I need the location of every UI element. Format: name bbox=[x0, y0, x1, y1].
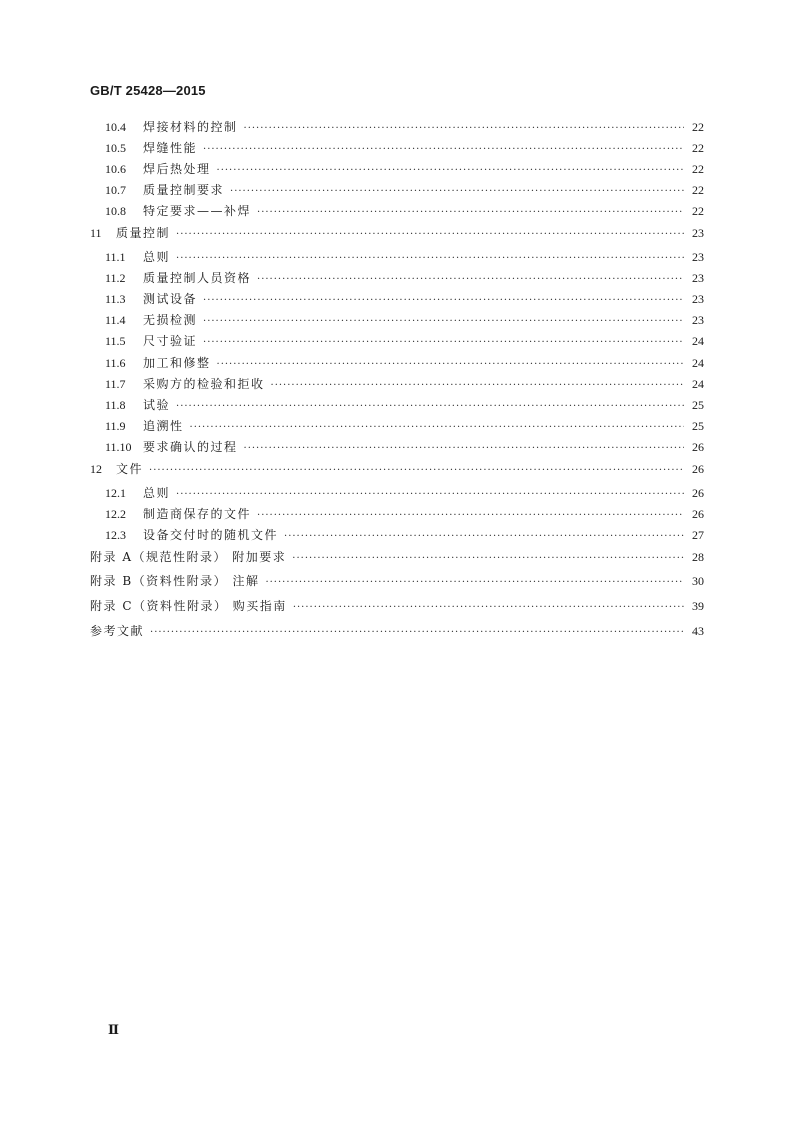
toc-entry-title: 焊接材料的控制 bbox=[143, 120, 238, 134]
toc-entry-number: 10.8 bbox=[105, 204, 126, 219]
toc-dot-leader bbox=[265, 577, 684, 588]
toc-entry[interactable] bbox=[90, 596, 704, 621]
toc-entry-page: 30 bbox=[692, 574, 704, 589]
toc-entry-number: 10.6 bbox=[105, 162, 126, 177]
toc-dot-leader bbox=[244, 443, 684, 454]
toc-entry-number: 11.2 bbox=[105, 271, 126, 286]
toc-entry[interactable] bbox=[90, 181, 704, 202]
toc-entry-title: 总则 bbox=[143, 485, 171, 500]
toc-entry[interactable] bbox=[90, 202, 704, 223]
toc-entry-page: 26 bbox=[692, 506, 704, 521]
toc-entry[interactable] bbox=[90, 571, 704, 596]
toc-entry-number: 10.7 bbox=[105, 183, 126, 198]
toc-entry-title: 质量控制 bbox=[116, 226, 171, 241]
toc-entry[interactable] bbox=[90, 547, 704, 572]
toc-dot-leader bbox=[257, 274, 684, 285]
toc-dot-leader bbox=[176, 489, 684, 500]
toc-entry-title: 测试设备 bbox=[143, 292, 198, 307]
toc-entry-number: 11.10 bbox=[105, 439, 132, 454]
toc-dot-leader bbox=[203, 316, 684, 327]
toc-entry-page: 23 bbox=[692, 292, 704, 307]
toc-entry-number: 11.9 bbox=[105, 418, 126, 433]
toc-dot-leader bbox=[284, 531, 684, 542]
toc-entry-number: 11.6 bbox=[105, 355, 126, 370]
toc-entry-page: 22 bbox=[692, 141, 704, 156]
toc-entry[interactable] bbox=[90, 332, 704, 353]
toc-entry[interactable] bbox=[90, 248, 704, 269]
toc-entry[interactable] bbox=[90, 417, 704, 438]
toc-entry-number: 11.3 bbox=[105, 292, 126, 307]
toc-entry[interactable] bbox=[90, 505, 704, 526]
toc-entry[interactable] bbox=[90, 459, 704, 484]
toc-entry[interactable] bbox=[90, 223, 704, 248]
toc-entry-title: 采购方的检验和拒收 bbox=[143, 376, 265, 391]
toc-dot-leader bbox=[293, 602, 684, 613]
toc-dot-leader bbox=[217, 165, 684, 176]
toc-entry[interactable] bbox=[90, 621, 704, 646]
toc-dot-leader bbox=[244, 123, 684, 134]
toc-entry-page: 26 bbox=[692, 485, 704, 500]
toc-entry-page: 25 bbox=[692, 397, 704, 412]
toc-entry-title: 附录 A（规范性附录） 附加要求 bbox=[90, 549, 287, 564]
toc-dot-leader bbox=[149, 465, 684, 476]
toc-entry-title: 要求确认的过程 bbox=[143, 439, 238, 454]
toc-entry[interactable] bbox=[90, 438, 704, 459]
toc-entry-number: 12.2 bbox=[105, 506, 126, 521]
toc-entry-title: 焊缝性能 bbox=[143, 141, 198, 156]
toc-entry-number: 11 bbox=[90, 226, 102, 241]
toc-entry-number: 11.4 bbox=[105, 313, 126, 328]
toc-entry[interactable] bbox=[90, 160, 704, 181]
toc-entry[interactable] bbox=[90, 354, 704, 375]
toc-entry-page: 24 bbox=[692, 355, 704, 370]
toc-entry-title: 无损检测 bbox=[143, 313, 198, 328]
toc-entry-number: 10.4 bbox=[105, 120, 126, 134]
toc-entry[interactable] bbox=[90, 269, 704, 290]
toc-entry-title: 附录 B（资料性附录） 注解 bbox=[90, 574, 260, 589]
toc-dot-leader bbox=[203, 337, 684, 348]
toc-entry-page: 22 bbox=[692, 120, 704, 134]
toc-entry-title: 追溯性 bbox=[143, 418, 184, 433]
toc-entry-page: 28 bbox=[692, 549, 704, 564]
toc-entry-page: 43 bbox=[692, 623, 704, 638]
toc-entry-title: 总则 bbox=[143, 250, 171, 265]
toc-dot-leader bbox=[176, 401, 684, 412]
toc-entry-title: 参考文献 bbox=[90, 623, 145, 638]
toc-entry-title: 试验 bbox=[143, 397, 171, 412]
toc-entry-page: 22 bbox=[692, 183, 704, 198]
toc-entry-title: 质量控制人员资格 bbox=[143, 271, 252, 286]
toc-entry-page: 26 bbox=[692, 462, 704, 476]
toc-entry-title: 文件 bbox=[116, 462, 144, 476]
toc-dot-leader bbox=[257, 207, 684, 218]
toc-entry[interactable] bbox=[90, 139, 704, 160]
toc-entry-number: 11.7 bbox=[105, 376, 126, 391]
toc-entry-page: 27 bbox=[692, 527, 704, 542]
toc-entry-page: 23 bbox=[692, 250, 704, 265]
toc-entry-page: 22 bbox=[692, 162, 704, 177]
page-number-footer: Ⅱ bbox=[108, 1022, 119, 1037]
toc-dot-leader bbox=[292, 553, 684, 564]
toc-entry-number: 11.1 bbox=[105, 250, 126, 265]
toc-entry[interactable] bbox=[90, 118, 704, 139]
toc-entry-title: 质量控制要求 bbox=[143, 183, 225, 198]
toc-entry-title: 附录 C（资料性附录） 购买指南 bbox=[90, 599, 287, 614]
toc-entry-page: 24 bbox=[692, 376, 704, 391]
document-id-header: GB/T 25428—2015 bbox=[90, 83, 206, 98]
toc-dot-leader bbox=[230, 186, 684, 197]
toc-dot-leader bbox=[271, 380, 684, 391]
toc-entry-page: 23 bbox=[692, 226, 704, 241]
toc-entry-page: 22 bbox=[692, 204, 704, 219]
toc-dot-leader bbox=[150, 627, 684, 638]
toc-entry-title: 制造商保存的文件 bbox=[143, 506, 252, 521]
toc-entry-number: 12.3 bbox=[105, 527, 126, 542]
toc-dot-leader bbox=[257, 510, 684, 521]
toc-entry-number: 12 bbox=[90, 462, 102, 476]
toc-dot-leader bbox=[203, 295, 684, 306]
toc-entry[interactable] bbox=[90, 526, 704, 547]
toc-entry-page: 23 bbox=[692, 271, 704, 286]
toc-entry[interactable] bbox=[90, 396, 704, 417]
toc-entry-page: 23 bbox=[692, 313, 704, 328]
toc-dot-leader bbox=[190, 422, 684, 433]
toc-entry-title: 特定要求——补焊 bbox=[143, 204, 252, 219]
toc-entry-title: 尺寸验证 bbox=[143, 334, 198, 349]
toc-dot-leader bbox=[217, 359, 684, 370]
toc-dot-leader bbox=[176, 253, 684, 264]
toc-entry[interactable] bbox=[90, 484, 704, 505]
toc-entry-number: 11.5 bbox=[105, 334, 126, 349]
toc-entry[interactable] bbox=[90, 290, 704, 311]
toc-entry-number: 12.1 bbox=[105, 485, 126, 500]
toc-entry[interactable] bbox=[90, 311, 704, 332]
toc-dot-leader bbox=[203, 144, 684, 155]
toc-entry-page: 39 bbox=[692, 599, 704, 614]
toc-entry-number: 10.5 bbox=[105, 141, 126, 156]
toc-entry-page: 26 bbox=[692, 439, 704, 454]
table-of-contents bbox=[90, 118, 704, 645]
toc-entry-title: 加工和修整 bbox=[143, 355, 211, 370]
toc-entry-number: 11.8 bbox=[105, 397, 126, 412]
toc-entry-page: 24 bbox=[692, 334, 704, 349]
toc-entry-title: 焊后热处理 bbox=[143, 162, 211, 177]
toc-entry-title: 设备交付时的随机文件 bbox=[143, 527, 279, 542]
toc-dot-leader bbox=[176, 229, 684, 240]
toc-entry[interactable] bbox=[90, 375, 704, 396]
toc-entry-page: 25 bbox=[692, 418, 704, 433]
